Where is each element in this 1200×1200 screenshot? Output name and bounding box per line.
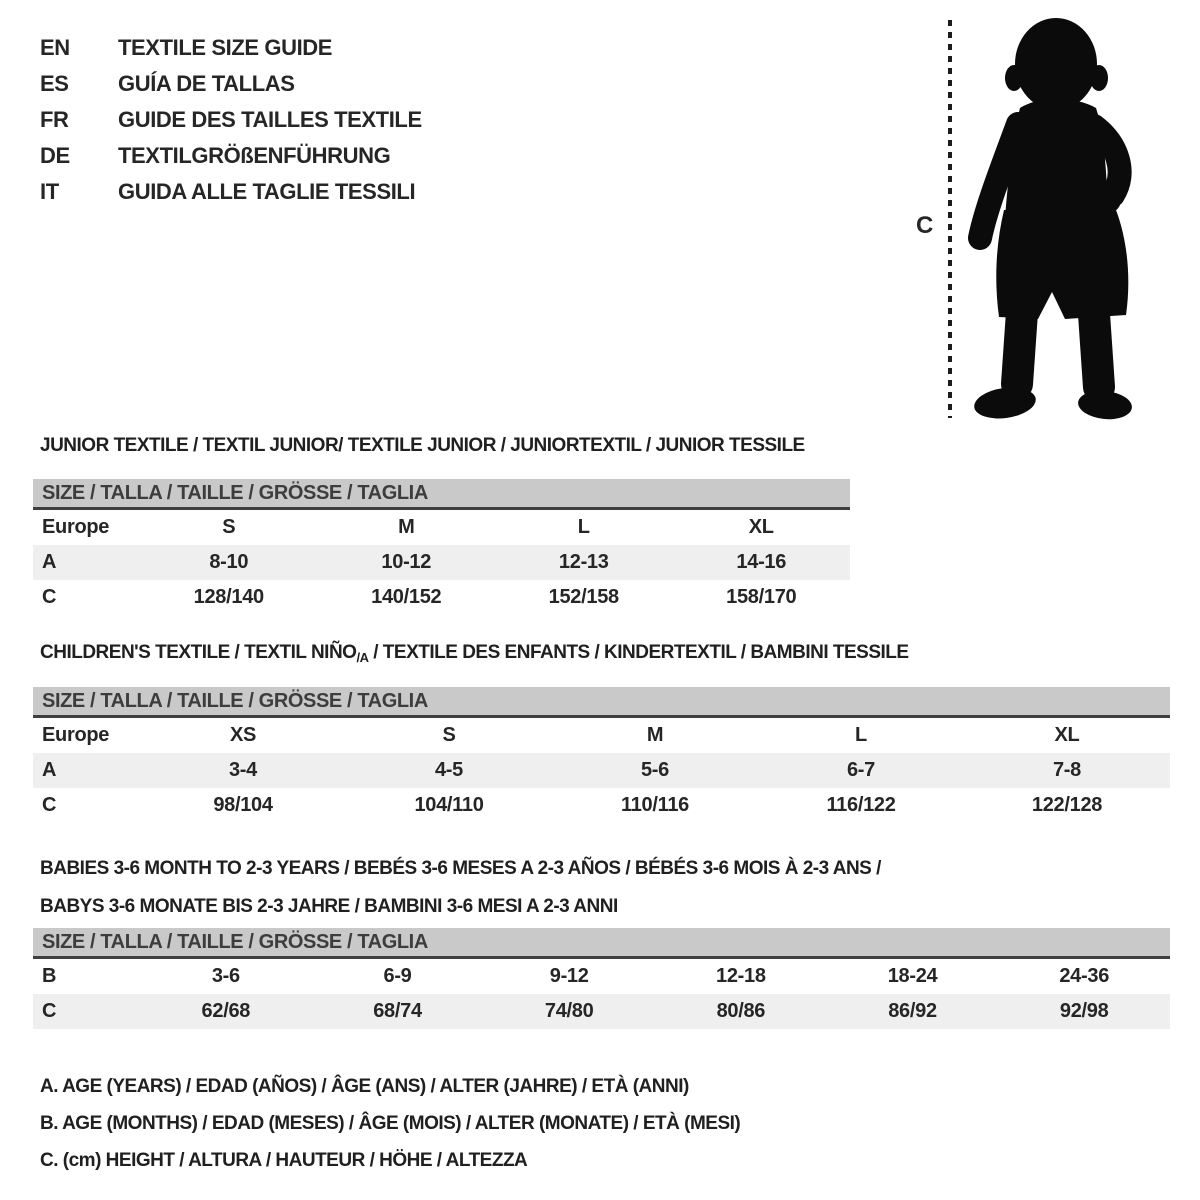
table-cell: 6-7 (846, 759, 875, 781)
row-label: C (42, 1000, 57, 1022)
children-title-suffix: /A (356, 650, 369, 665)
table-cell: 12-18 (716, 965, 766, 987)
language-title-list (40, 30, 422, 210)
legend-line-c: C. (cm) HEIGHT / ALTURA / HAUTEUR / HÖHE / ALTEZZA (40, 1150, 528, 1171)
language-row-de (40, 138, 422, 174)
legend-line-b: B. AGE (MONTHS) / EDAD (MESES) / ÂGE (MOIS) / ALTER (MONATE) / ETÀ (MESI) (40, 1113, 741, 1134)
language-code: EN (40, 35, 70, 60)
table-cell: 86/92 (888, 1000, 937, 1022)
size-header-bar: SIZE / TALLA / TAILLE / GRÖSSE / TAGLIA (33, 928, 1170, 959)
height-measure-dotted-line (948, 20, 952, 418)
table-cell: 116/122 (826, 794, 896, 816)
size-header-bar: SIZE / TALLA / TAILLE / GRÖSSE / TAGLIA (33, 479, 850, 510)
guide-title-it: GUIDA ALLE TAGLIE TESSILI (118, 179, 416, 204)
table-cell: 104/110 (414, 794, 484, 816)
size-header-bar: SIZE / TALLA / TAILLE / GRÖSSE / TAGLIA (33, 687, 1170, 718)
table-cell: M (398, 516, 415, 538)
table-cell: S (442, 724, 456, 746)
table-cell: 8-10 (209, 551, 249, 573)
table-cell: 68/74 (373, 1000, 422, 1022)
table-cell: L (577, 516, 590, 538)
language-code: ES (40, 71, 69, 96)
table-cell: 12-13 (558, 551, 609, 573)
table-cell: 152/158 (548, 586, 619, 608)
language-row-es (40, 66, 422, 102)
babies-section-title (40, 850, 881, 926)
language-row-it (40, 174, 422, 210)
table-cell: 18-24 (887, 965, 938, 987)
table-cell: 140/152 (371, 586, 442, 608)
table-cell: 9-12 (549, 965, 589, 987)
table-cell: 80/86 (716, 1000, 766, 1022)
table-row-height (33, 580, 850, 615)
language-code: DE (40, 143, 70, 168)
row-label: C (42, 586, 57, 608)
table-cell: 10-12 (381, 551, 432, 573)
table-cell: 98/104 (213, 794, 273, 816)
table-cell: XS (229, 724, 257, 746)
table-cell: 14-16 (736, 551, 787, 573)
legend-line-a: A. AGE (YEARS) / EDAD (AÑOS) / ÂGE (ANS) / ALTER (JAHRE) / ETÀ (ANNI) (40, 1076, 689, 1097)
row-label: A (42, 551, 57, 573)
children-section-title (40, 642, 909, 665)
table-row-age (33, 753, 1170, 788)
table-row-age (33, 545, 850, 580)
junior-size-table (33, 479, 850, 615)
language-code: IT (40, 179, 59, 204)
table-cell: 158/170 (726, 586, 797, 608)
table-cell: 128/140 (193, 586, 264, 608)
table-cell: XL (1054, 724, 1080, 746)
table-cell: 3-4 (228, 759, 257, 781)
table-cell: L (855, 724, 867, 746)
row-label: A (42, 759, 57, 781)
table-cell: 92/98 (1059, 1000, 1109, 1022)
table-cell: 7-8 (1052, 759, 1081, 781)
children-size-table (33, 687, 1170, 823)
table-row-age-months (33, 959, 1170, 994)
toddler-silhouette-icon (958, 12, 1148, 422)
table-cell: 62/68 (201, 1000, 251, 1022)
guide-title-es: GUÍA DE TALLAS (118, 71, 295, 96)
table-row-height (33, 994, 1170, 1029)
table-row-europe (33, 718, 1170, 753)
junior-section-title: JUNIOR TEXTILE / TEXTIL JUNIOR/ TEXTILE JUNIOR / JUNIORTEXTIL / JUNIOR TESSILE (40, 435, 805, 456)
row-label: B (42, 965, 57, 987)
table-row-height (33, 788, 1170, 823)
height-measure-label: C (916, 212, 934, 239)
babies-title-line2: BABYS 3-6 MONATE BIS 2-3 JAHRE / BAMBINI 3-6 MESI A 2-3 ANNI (40, 896, 618, 917)
language-row-en (40, 30, 422, 66)
row-label: C (42, 794, 57, 816)
table-cell: 122/128 (1031, 794, 1103, 816)
row-label: Europe (42, 724, 110, 746)
table-row-europe (33, 510, 850, 545)
babies-title-line1: BABIES 3-6 MONTH TO 2-3 YEARS / BEBÉS 3-6 MESES A 2-3 AÑOS / BÉBÉS 3-6 MOIS À 2-3 ANS / (40, 858, 881, 879)
row-label: Europe (42, 516, 110, 538)
language-code: FR (40, 107, 69, 132)
legend (40, 1068, 740, 1179)
children-title-text: CHILDREN'S TEXTILE / TEXTIL NIÑO (40, 642, 357, 663)
table-cell: 74/80 (544, 1000, 594, 1022)
language-row-fr (40, 102, 422, 138)
table-cell: 5-6 (640, 759, 669, 781)
guide-title-fr: GUIDE DES TAILLES TEXTILE (118, 107, 422, 132)
table-cell: 110/116 (621, 794, 689, 816)
babies-size-table (33, 928, 1170, 1029)
guide-title-en: TEXTILE SIZE GUIDE (118, 35, 333, 60)
table-cell: 4-5 (434, 759, 463, 781)
table-cell: 24-36 (1059, 965, 1110, 987)
table-cell: 3-6 (211, 965, 240, 987)
children-title-text: / TEXTILE DES ENFANTS / KINDERTEXTIL / BAMBINI TESSILE (368, 642, 909, 663)
table-cell: S (222, 516, 236, 538)
table-cell: M (646, 724, 664, 746)
table-cell: 6-9 (383, 965, 412, 987)
table-cell: XL (748, 516, 774, 538)
guide-title-de: TEXTILGRÖßENFÜHRUNG (118, 143, 391, 168)
